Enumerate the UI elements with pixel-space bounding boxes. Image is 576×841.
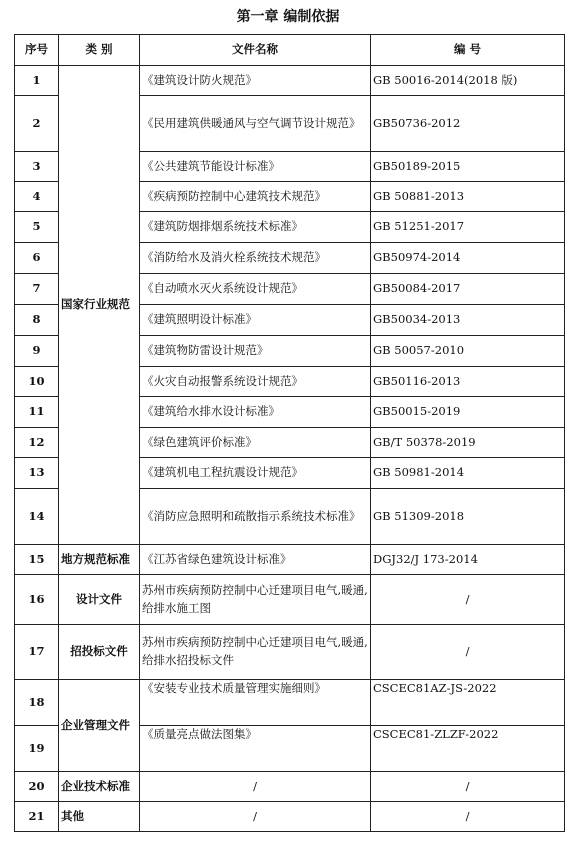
category-cell: 地方规范标准 [59,545,140,575]
page-title: 第一章 编制依据 [236,9,340,25]
row-no: 17 [15,625,59,680]
row-no: 8 [15,305,59,336]
doc-code: GB50015-2019 [371,397,565,428]
doc-code: GB50974-2014 [371,243,565,274]
doc-code: GB 51309-2018 [371,489,565,545]
row-no: 18 [15,680,59,726]
basis-table [14,34,565,832]
table-row [15,680,565,726]
category-cell: 企业技术标准 [59,772,140,802]
doc-name: / [140,802,371,832]
row-no: 20 [15,772,59,802]
table-row [15,66,565,96]
doc-code: GB50189-2015 [371,152,565,182]
doc-code: GB 51251-2017 [371,212,565,243]
row-no: 12 [15,428,59,458]
doc-code: GB 50981-2014 [371,458,565,489]
category-cell: 国家行业规范 [59,66,140,545]
row-no: 1 [15,66,59,96]
row-no: 4 [15,182,59,212]
doc-name: 《消防给水及消火栓系统技术规范》 [140,243,371,274]
row-no: 5 [15,212,59,243]
doc-name: 《绿色建筑评价标准》 [140,428,371,458]
doc-name: 苏州市疾病预防控制中心迁建项目电气,暖通,给排水招投标文件 [140,625,371,680]
doc-code: DGJ32/J 173-2014 [371,545,565,575]
doc-name: 《建筑防烟排烟系统技术标准》 [140,212,371,243]
row-no: 11 [15,397,59,428]
doc-name: 《民用建筑供暖通风与空气调节设计规范》 [140,96,371,152]
category-cell: 其他 [59,802,140,832]
doc-code: GB/T 50378-2019 [371,428,565,458]
header-code: 编 号 [371,35,565,66]
doc-name: 《建筑照明设计标准》 [140,305,371,336]
row-no: 3 [15,152,59,182]
table-row [15,802,565,832]
doc-name: 苏州市疾病预防控制中心迁建项目电气,暖通,给排水施工图 [140,575,371,625]
doc-name: 《江苏省绿色建筑设计标准》 [140,545,371,575]
doc-name: / [140,772,371,802]
header-category: 类 别 [59,35,140,66]
doc-code: GB50034-2013 [371,305,565,336]
doc-code: GB 50016-2014(2018 版) [371,66,565,96]
doc-code: GB50116-2013 [371,367,565,397]
doc-code: GB50736-2012 [371,96,565,152]
doc-code: GB 50881-2013 [371,182,565,212]
category-cell: 企业管理文件 [59,680,140,772]
row-no: 16 [15,575,59,625]
table-row [15,772,565,802]
doc-code: / [371,772,565,802]
doc-name: 《质量亮点做法图集》 [140,726,371,772]
header-name: 文件名称 [140,35,371,66]
doc-code: CSCEC81-ZLZF-2022 [371,726,565,772]
header-no: 序号 [15,35,59,66]
doc-name: 《建筑给水排水设计标准》 [140,397,371,428]
doc-code: CSCEC81AZ-JS-2022 [371,680,565,726]
row-no: 10 [15,367,59,397]
doc-name: 《自动喷水灭火系统设计规范》 [140,274,371,305]
table-header-row [15,35,565,66]
table-row [15,545,565,575]
category-cell: 设计文件 [59,575,140,625]
doc-code: GB50084-2017 [371,274,565,305]
doc-name: 《安装专业技术质量管理实施细则》 [140,680,371,726]
table-row [15,575,565,625]
doc-name: 《火灾自动报警系统设计规范》 [140,367,371,397]
doc-name: 《消防应急照明和疏散指示系统技术标准》 [140,489,371,545]
row-no: 21 [15,802,59,832]
doc-name: 《公共建筑节能设计标准》 [140,152,371,182]
row-no: 15 [15,545,59,575]
row-no: 6 [15,243,59,274]
row-no: 14 [15,489,59,545]
row-no: 19 [15,726,59,772]
row-no: 13 [15,458,59,489]
doc-name: 《建筑设计防火规范》 [140,66,371,96]
row-no: 2 [15,96,59,152]
category-cell: 招投标文件 [59,625,140,680]
row-no: 9 [15,336,59,367]
doc-code: / [371,575,565,625]
row-no: 7 [15,274,59,305]
doc-code: GB 50057-2010 [371,336,565,367]
doc-code: / [371,625,565,680]
doc-name: 《疾病预防控制中心建筑技术规范》 [140,182,371,212]
doc-code: / [371,802,565,832]
table-row [15,625,565,680]
doc-name: 《建筑物防雷设计规范》 [140,336,371,367]
doc-name: 《建筑机电工程抗震设计规范》 [140,458,371,489]
